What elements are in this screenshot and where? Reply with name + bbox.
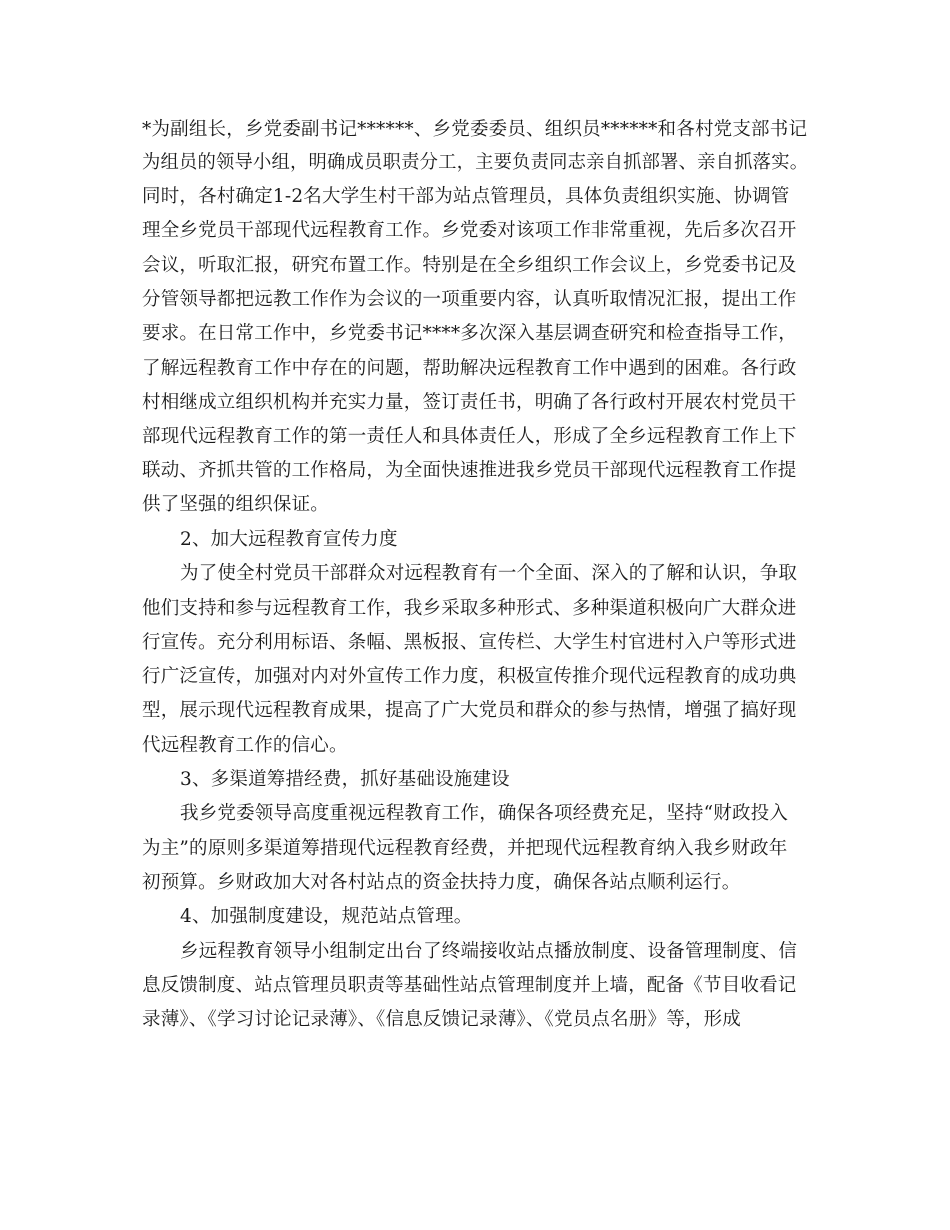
text-line: 村相继成立组织机构并充实力量，签订责任书，明确了各行政村开展农村党员干 [142,392,797,413]
text-line: 息反馈制度、站点管理员职责等基础性站点管理制度并上墙，配备《节目收看记 [142,975,797,996]
text-line: 联动、齐抓共管的工作格局，为全面快速推进我乡党员干部现代远程教育工作提 [142,460,797,481]
text-line: 录薄》、《学习讨论记录薄》、《信息反馈记录薄》、《党员点名册》等，形成 [142,1009,742,1030]
text-line: 为了使全村党员干部群众对远程教育有一个全面、深入的了解和认识，争取 [180,563,798,584]
text-line: 要求。在日常工作中，乡党委书记****多次深入基层调查研究和检查指导工作， [142,323,797,344]
text-line: 了解远程教育工作中存在的问题，帮助解决远程教育工作中遇到的困难。各行政 [142,358,797,379]
text-line: 我乡党委领导高度重视远程教育工作，确保各项经费充足，坚持“财政投入 [180,803,789,824]
text-line: 会议，听取汇报，研究布置工作。特别是在全乡组织工作会议上，乡党委书记及 [142,255,797,276]
text-line: 同时，各村确定1-2名大学生村干部为站点管理员，具体负责组织实施、协调管 [142,186,790,207]
text-line: 乡远程教育领导小组制定出台了终端接收站点播放制度、设备管理制度、信 [180,941,798,962]
text-line: 行广泛宣传，加强对内对外宣传工作力度，积极宣传推介现代远程教育的成功典 [142,666,797,687]
text-line: 代远程教育工作的信心。 [142,735,348,756]
text-line: 供了坚强的组织保证。 [142,494,330,515]
text-line: 型，展示现代远程教育成果，提高了广大党员和群众的参与热情，增强了搞好现 [142,700,797,721]
text-line: 行宣传。充分利用标语、条幅、黑板报、宣传栏、大学生村官进村入户等形式进 [142,632,797,653]
section-heading: 4、加强制度建设，规范站点管理。 [180,906,473,927]
text-line: 分管领导都把远教工作作为会议的一项重要内容，认真听取情况汇报，提出工作 [142,289,797,310]
text-line: 理全乡党员干部现代远程教育工作。乡党委对该项工作非常重视，先后多次召开 [142,220,797,241]
text-line: 初预算。乡财政加大对各村站点的资金扶持力度，确保各站点顺利运行。 [142,872,741,893]
text-line: 为主”的原则多渠道筹措现代远程教育经费，并把现代远程教育纳入我乡财政年 [142,838,788,859]
section-heading: 3、多渠道筹措经费，抓好基础设施建设 [180,769,510,790]
section-heading: 2、加大远程教育宣传力度 [180,529,398,550]
text-line: *为副组长，乡党委副书记******、乡党委委员、组织员******和各村党支部书记 [142,119,808,140]
text-line: 他们支持和参与远程教育工作，我乡采取多种形式、多种渠道积极向广大群众进 [142,598,797,619]
text-line: 为组员的领导小组，明确成员职责分工，主要负责同志亲自抓部署、亲自抓落实。 [142,152,809,173]
text-line: 部现代远程教育工作的第一责任人和具体责任人，形成了全乡远程教育工作上下 [142,426,797,447]
